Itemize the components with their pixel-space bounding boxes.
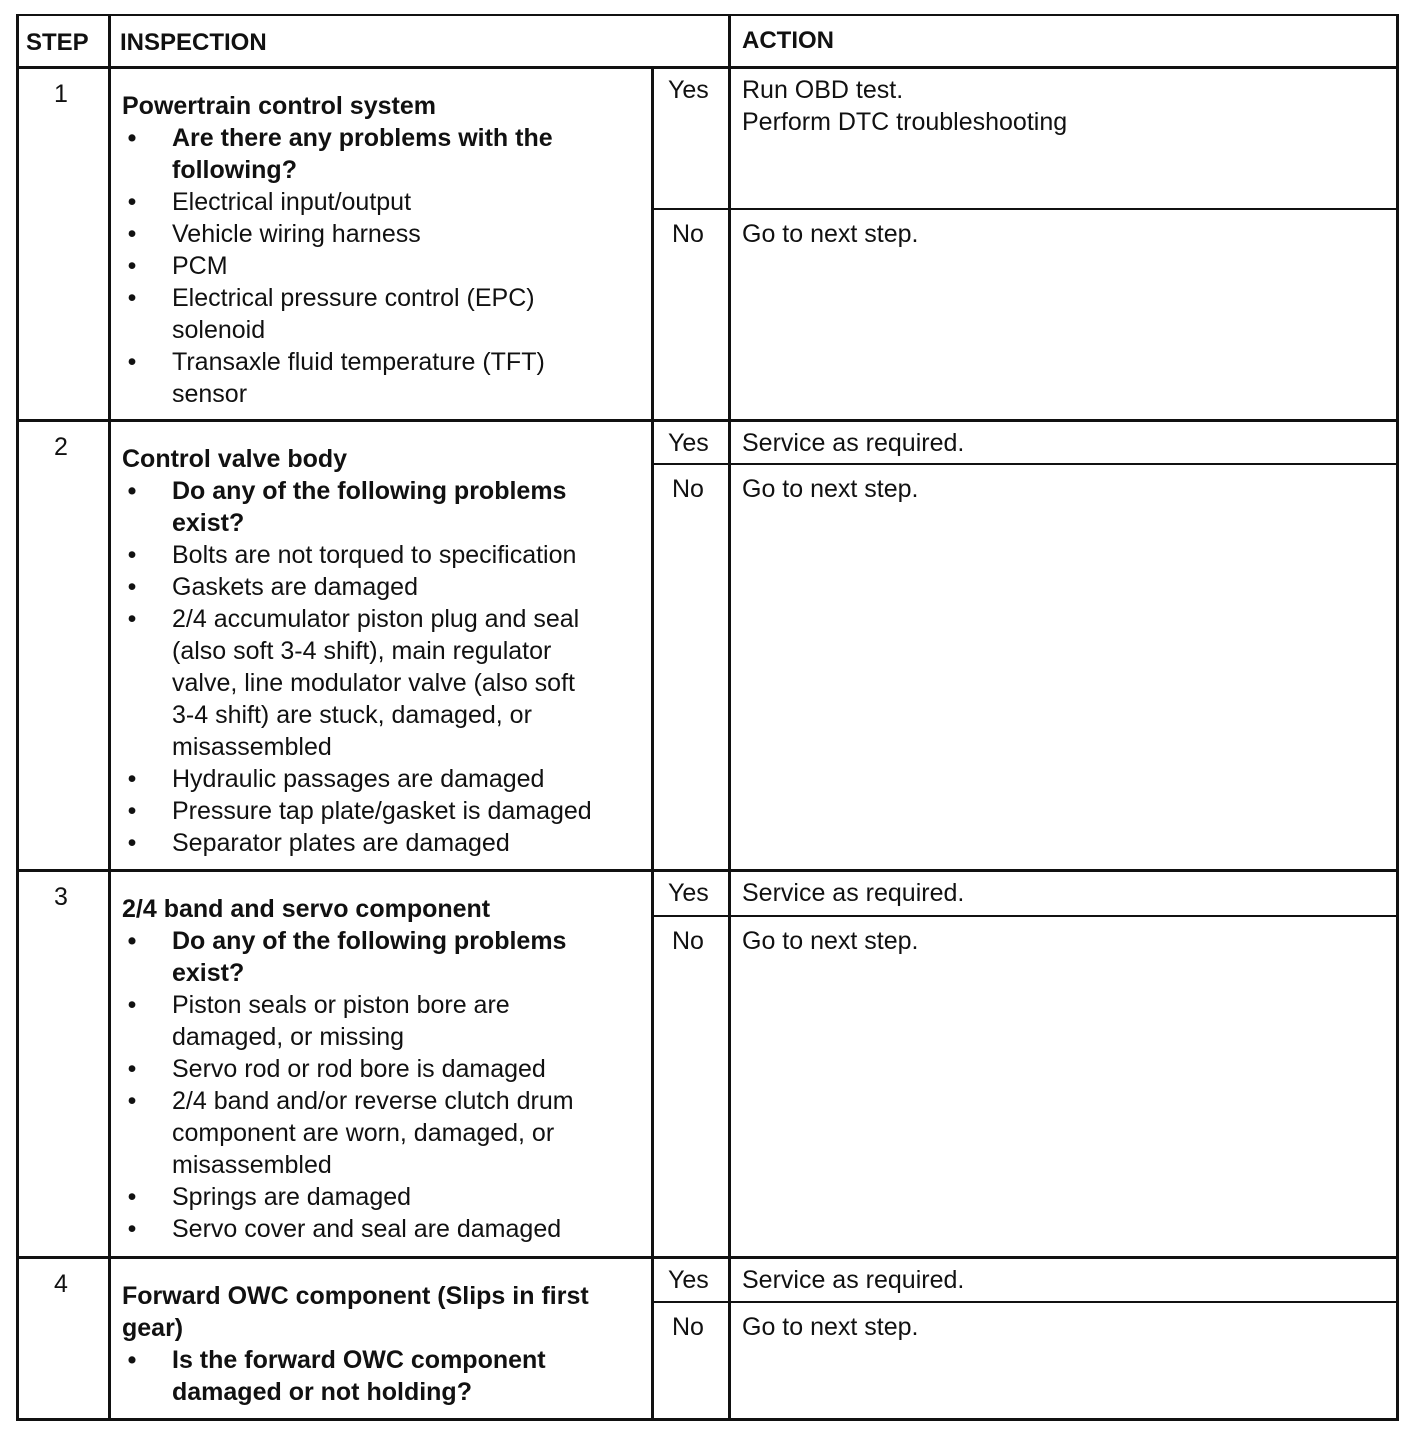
bullet-icon: • — [127, 1215, 137, 1243]
step-1-item-3 — [122, 250, 642, 282]
step-2-item-4 — [122, 763, 642, 795]
step-1-no-action: Go to next step. — [742, 220, 919, 248]
step-2-yes-label: Yes — [668, 429, 709, 457]
step-1-yes-action: Run OBD test. Perform DTC troubleshooting — [742, 76, 1068, 136]
bullet-text: Are there any problems with the following? — [172, 124, 553, 184]
bullet-icon: • — [127, 991, 137, 1019]
step-1-item-5 — [122, 346, 642, 410]
bullet-text: Bolts are not torqued to specification — [172, 541, 577, 569]
bullet-text: Electrical pressure control (EPC) solenoid — [172, 284, 535, 344]
table-border-bottom — [16, 1418, 1398, 1421]
header-divider — [16, 66, 1398, 69]
bullet-text: Transaxle fluid temperature (TFT) sensor — [172, 348, 545, 408]
bullet-icon: • — [127, 1055, 137, 1083]
step-2-item-2 — [122, 571, 642, 603]
step-2-yes-action: Service as required. — [742, 429, 965, 457]
step-2-question — [122, 475, 642, 539]
bullet-text: Gaskets are damaged — [172, 573, 418, 601]
bullet-icon: • — [127, 829, 137, 857]
step-2-number: 2 — [54, 433, 68, 461]
step-4-question — [122, 1344, 642, 1408]
step-4-title: Forward OWC component (Slips in first — [122, 1282, 589, 1310]
header-step: STEP — [26, 29, 89, 56]
header-action: ACTION — [742, 27, 834, 54]
step-2-no-label: No — [672, 475, 704, 503]
step-3-question — [122, 925, 642, 989]
step-3-no-action: Go to next step. — [742, 927, 919, 955]
bullet-icon: • — [127, 124, 137, 152]
bullet-text: Electrical input/output — [172, 188, 412, 216]
table-border-right — [1396, 14, 1399, 1421]
step-2-title: Control valve body — [122, 445, 348, 473]
step-3-item-3 — [122, 1085, 642, 1181]
bullet-icon: • — [127, 284, 137, 312]
bullet-icon: • — [127, 188, 137, 216]
bullet-text: Piston seals or piston bore are damaged, or missing — [172, 991, 510, 1051]
row-divider-4 — [16, 1256, 1398, 1259]
step-1-item-2 — [122, 218, 642, 250]
bullet-icon: • — [127, 765, 137, 793]
step-1-item-1 — [122, 186, 642, 218]
bullet-icon: • — [127, 605, 137, 633]
step-2-item-3 — [122, 603, 642, 763]
step-4-no-action: Go to next step. — [742, 1313, 919, 1341]
row-divider-3 — [16, 869, 1398, 872]
yes-no-divider-3 — [651, 915, 1398, 917]
bullet-text: Do any of the following problems exist? — [172, 927, 567, 987]
table-border-top — [16, 14, 1398, 16]
yes-no-divider-1 — [651, 208, 1398, 210]
step-4-no-label: No — [672, 1313, 704, 1341]
bullet-icon: • — [127, 348, 137, 376]
step-3-no-label: No — [672, 927, 704, 955]
step-2-item-6 — [122, 827, 642, 859]
step-1-yes-label: Yes — [668, 76, 709, 104]
step-3-item-2 — [122, 1053, 642, 1085]
bullet-text: Do any of the following problems exist? — [172, 477, 567, 537]
bullet-icon: • — [127, 1183, 137, 1211]
bullet-text: PCM — [172, 252, 228, 280]
bullet-icon: • — [127, 573, 137, 601]
row-divider-2 — [16, 419, 1398, 422]
step-3-item-4 — [122, 1181, 642, 1213]
step-3-item-1 — [122, 989, 642, 1053]
bullet-text: Separator plates are damaged — [172, 829, 510, 857]
bullet-icon: • — [127, 1346, 137, 1374]
step-4-number: 4 — [54, 1270, 68, 1298]
table-border-left — [16, 14, 19, 1421]
step-2-no-action: Go to next step. — [742, 475, 919, 503]
step-2-item-1 — [122, 539, 642, 571]
bullet-icon: • — [127, 220, 137, 248]
step-1-item-4 — [122, 282, 642, 346]
bullet-icon: • — [127, 541, 137, 569]
step-2-item-5 — [122, 795, 642, 827]
step-1-number: 1 — [54, 80, 68, 108]
step-3-yes-action: Service as required. — [742, 879, 965, 907]
yes-no-divider-4 — [651, 1301, 1398, 1303]
bullet-icon: • — [127, 927, 137, 955]
bullet-text: Servo cover and seal are damaged — [172, 1215, 562, 1243]
column-divider-inspection — [651, 66, 654, 1418]
bullet-icon: • — [127, 477, 137, 505]
step-3-number: 3 — [54, 883, 68, 911]
column-divider-step — [108, 14, 111, 1418]
step-4-yes-label: Yes — [668, 1266, 709, 1294]
bullet-text: 2/4 accumulator piston plug and seal (also soft 3-4 shift), main regulator valve, line modulator valve (also soft 3-4 shift) are stuck, damaged, or misassembled — [172, 605, 580, 761]
bullet-icon: • — [127, 1087, 137, 1115]
yes-no-divider-2 — [651, 463, 1398, 465]
step-1-title: Powertrain control system — [122, 92, 436, 120]
bullet-icon: • — [127, 252, 137, 280]
bullet-text: 2/4 band and/or reverse clutch drum component are worn, damaged, or misassembled — [172, 1087, 574, 1179]
step-1-question — [122, 122, 642, 186]
column-divider-yes-no — [728, 14, 731, 1418]
bullet-text: Is the forward OWC component damaged or not holding? — [172, 1346, 546, 1406]
bullet-text: Vehicle wiring harness — [172, 220, 421, 248]
bullet-text: Springs are damaged — [172, 1183, 412, 1211]
bullet-icon: • — [127, 797, 137, 825]
bullet-text: Hydraulic passages are damaged — [172, 765, 545, 793]
step-4-yes-action: Service as required. — [742, 1266, 965, 1294]
step-4-title-cont: gear) — [122, 1314, 184, 1342]
step-3-title: 2/4 band and servo component — [122, 895, 491, 923]
bullet-text: Servo rod or rod bore is damaged — [172, 1055, 546, 1083]
step-1-no-label: No — [672, 220, 704, 248]
header-inspection: INSPECTION — [120, 29, 267, 56]
step-3-yes-label: Yes — [668, 879, 709, 907]
bullet-text: Pressure tap plate/gasket is damaged — [172, 797, 592, 825]
step-3-item-5 — [122, 1213, 642, 1245]
